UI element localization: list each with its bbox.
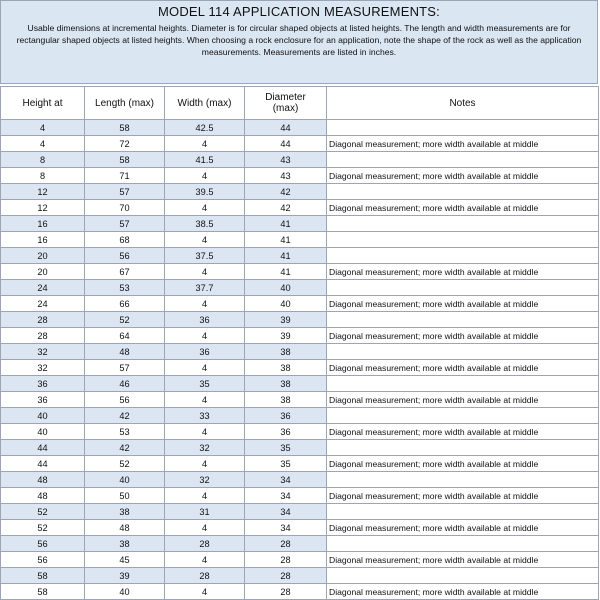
cell-diameter: 41 bbox=[245, 232, 327, 248]
cell-height: 24 bbox=[1, 296, 85, 312]
cell-diameter: 41 bbox=[245, 216, 327, 232]
cell-length: 58 bbox=[85, 120, 165, 136]
cell-width: 28 bbox=[165, 536, 245, 552]
table-row bbox=[1, 200, 599, 216]
cell-diameter: 36 bbox=[245, 408, 327, 424]
cell-notes bbox=[327, 408, 599, 424]
table-row bbox=[1, 360, 599, 376]
cell-diameter: 39 bbox=[245, 328, 327, 344]
cell-length: 38 bbox=[85, 536, 165, 552]
cell-notes bbox=[327, 184, 599, 200]
table-row bbox=[1, 408, 599, 424]
cell-width: 4 bbox=[165, 424, 245, 440]
cell-notes: Diagonal measurement; more width available at middle bbox=[327, 552, 599, 568]
cell-diameter: 34 bbox=[245, 488, 327, 504]
table-row bbox=[1, 456, 599, 472]
cell-height: 48 bbox=[1, 488, 85, 504]
cell-notes bbox=[327, 440, 599, 456]
cell-notes bbox=[327, 248, 599, 264]
cell-diameter: 43 bbox=[245, 152, 327, 168]
cell-height: 56 bbox=[1, 536, 85, 552]
cell-height: 20 bbox=[1, 264, 85, 280]
cell-width: 36 bbox=[165, 312, 245, 328]
cell-diameter: 28 bbox=[245, 536, 327, 552]
cell-length: 53 bbox=[85, 424, 165, 440]
table-row bbox=[1, 312, 599, 328]
cell-height: 4 bbox=[1, 120, 85, 136]
cell-notes: Diagonal measurement; more width available at middle bbox=[327, 424, 599, 440]
table-row bbox=[1, 424, 599, 440]
cell-height: 56 bbox=[1, 552, 85, 568]
cell-length: 58 bbox=[85, 152, 165, 168]
cell-length: 67 bbox=[85, 264, 165, 280]
cell-notes: Diagonal measurement; more width available at middle bbox=[327, 200, 599, 216]
cell-diameter: 34 bbox=[245, 520, 327, 536]
cell-height: 4 bbox=[1, 136, 85, 152]
cell-height: 8 bbox=[1, 168, 85, 184]
cell-notes bbox=[327, 536, 599, 552]
cell-height: 44 bbox=[1, 440, 85, 456]
cell-diameter: 38 bbox=[245, 344, 327, 360]
cell-notes bbox=[327, 312, 599, 328]
cell-length: 53 bbox=[85, 280, 165, 296]
cell-width: 4 bbox=[165, 392, 245, 408]
cell-notes bbox=[327, 216, 599, 232]
cell-notes: Diagonal measurement; more width available at middle bbox=[327, 296, 599, 312]
cell-length: 48 bbox=[85, 520, 165, 536]
cell-diameter: 40 bbox=[245, 296, 327, 312]
cell-diameter: 38 bbox=[245, 392, 327, 408]
cell-length: 50 bbox=[85, 488, 165, 504]
table-row bbox=[1, 328, 599, 344]
cell-height: 52 bbox=[1, 504, 85, 520]
table-row bbox=[1, 520, 599, 536]
cell-width: 4 bbox=[165, 136, 245, 152]
cell-height: 8 bbox=[1, 152, 85, 168]
column-header-diameter: Diameter (max) bbox=[245, 87, 327, 120]
cell-length: 45 bbox=[85, 552, 165, 568]
cell-notes bbox=[327, 232, 599, 248]
cell-diameter: 41 bbox=[245, 264, 327, 280]
cell-width: 4 bbox=[165, 168, 245, 184]
cell-notes: Diagonal measurement; more width available at middle bbox=[327, 392, 599, 408]
cell-notes bbox=[327, 120, 599, 136]
cell-notes: Diagonal measurement; more width available at middle bbox=[327, 488, 599, 504]
measurements-table bbox=[0, 86, 599, 600]
cell-width: 4 bbox=[165, 232, 245, 248]
cell-diameter: 44 bbox=[245, 136, 327, 152]
cell-notes: Diagonal measurement; more width available at middle bbox=[327, 360, 599, 376]
table-row bbox=[1, 584, 599, 600]
cell-diameter: 42 bbox=[245, 184, 327, 200]
cell-diameter: 35 bbox=[245, 456, 327, 472]
cell-length: 64 bbox=[85, 328, 165, 344]
cell-width: 4 bbox=[165, 200, 245, 216]
cell-height: 44 bbox=[1, 456, 85, 472]
column-header-length: Length (max) bbox=[85, 87, 165, 120]
table-row bbox=[1, 264, 599, 280]
page-title: MODEL 114 APPLICATION MEASUREMENTS: bbox=[158, 4, 440, 19]
cell-length: 57 bbox=[85, 184, 165, 200]
cell-width: 42.5 bbox=[165, 120, 245, 136]
table-row bbox=[1, 296, 599, 312]
cell-length: 57 bbox=[85, 360, 165, 376]
cell-height: 40 bbox=[1, 408, 85, 424]
cell-width: 39.5 bbox=[165, 184, 245, 200]
cell-diameter: 28 bbox=[245, 584, 327, 600]
table-row bbox=[1, 216, 599, 232]
cell-diameter: 36 bbox=[245, 424, 327, 440]
cell-diameter: 43 bbox=[245, 168, 327, 184]
cell-length: 40 bbox=[85, 472, 165, 488]
cell-height: 36 bbox=[1, 392, 85, 408]
cell-height: 52 bbox=[1, 520, 85, 536]
cell-length: 56 bbox=[85, 392, 165, 408]
cell-diameter: 42 bbox=[245, 200, 327, 216]
table-row bbox=[1, 344, 599, 360]
cell-width: 4 bbox=[165, 520, 245, 536]
cell-height: 58 bbox=[1, 584, 85, 600]
cell-diameter: 40 bbox=[245, 280, 327, 296]
cell-diameter: 41 bbox=[245, 248, 327, 264]
cell-height: 28 bbox=[1, 312, 85, 328]
table-row bbox=[1, 184, 599, 200]
cell-width: 28 bbox=[165, 568, 245, 584]
table-row bbox=[1, 376, 599, 392]
cell-width: 4 bbox=[165, 296, 245, 312]
cell-width: 32 bbox=[165, 472, 245, 488]
cell-length: 68 bbox=[85, 232, 165, 248]
cell-diameter: 39 bbox=[245, 312, 327, 328]
cell-length: 66 bbox=[85, 296, 165, 312]
cell-height: 32 bbox=[1, 344, 85, 360]
table-row bbox=[1, 248, 599, 264]
cell-height: 28 bbox=[1, 328, 85, 344]
table-row bbox=[1, 136, 599, 152]
table-row bbox=[1, 536, 599, 552]
cell-length: 48 bbox=[85, 344, 165, 360]
table-row bbox=[1, 488, 599, 504]
cell-width: 4 bbox=[165, 360, 245, 376]
cell-length: 38 bbox=[85, 504, 165, 520]
header-description: Usable dimensions at incremental heights. Diameter is for circular shaped objects at listed heights. The length and width measurements are for rectangular shaped objects at listed heights. When choosing a rock enclosure for an application, note the shape of the rock as well as the application measurements. Measurements are listed in inches. bbox=[16, 23, 582, 57]
cell-notes bbox=[327, 152, 599, 168]
cell-height: 40 bbox=[1, 424, 85, 440]
cell-length: 57 bbox=[85, 216, 165, 232]
cell-length: 40 bbox=[85, 584, 165, 600]
cell-height: 24 bbox=[1, 280, 85, 296]
cell-diameter: 34 bbox=[245, 472, 327, 488]
cell-diameter: 28 bbox=[245, 568, 327, 584]
column-header-width: Width (max) bbox=[165, 87, 245, 120]
cell-notes: Diagonal measurement; more width available at middle bbox=[327, 520, 599, 536]
cell-length: 71 bbox=[85, 168, 165, 184]
cell-notes bbox=[327, 376, 599, 392]
cell-length: 42 bbox=[85, 440, 165, 456]
cell-height: 16 bbox=[1, 216, 85, 232]
cell-width: 4 bbox=[165, 264, 245, 280]
cell-width: 38.5 bbox=[165, 216, 245, 232]
cell-length: 52 bbox=[85, 456, 165, 472]
cell-width: 4 bbox=[165, 328, 245, 344]
cell-height: 58 bbox=[1, 568, 85, 584]
cell-notes bbox=[327, 280, 599, 296]
table-row bbox=[1, 232, 599, 248]
cell-height: 16 bbox=[1, 232, 85, 248]
cell-height: 48 bbox=[1, 472, 85, 488]
cell-length: 46 bbox=[85, 376, 165, 392]
cell-notes: Diagonal measurement; more width available at middle bbox=[327, 264, 599, 280]
table-row bbox=[1, 568, 599, 584]
table-row bbox=[1, 504, 599, 520]
column-header-height: Height at bbox=[1, 87, 85, 120]
cell-length: 52 bbox=[85, 312, 165, 328]
cell-notes: Diagonal measurement; more width available at middle bbox=[327, 328, 599, 344]
cell-width: 4 bbox=[165, 488, 245, 504]
cell-notes bbox=[327, 344, 599, 360]
cell-height: 12 bbox=[1, 200, 85, 216]
table-header-row bbox=[1, 87, 599, 120]
cell-width: 36 bbox=[165, 344, 245, 360]
cell-width: 35 bbox=[165, 376, 245, 392]
cell-length: 39 bbox=[85, 568, 165, 584]
cell-height: 20 bbox=[1, 248, 85, 264]
cell-diameter: 28 bbox=[245, 552, 327, 568]
cell-width: 41.5 bbox=[165, 152, 245, 168]
cell-height: 36 bbox=[1, 376, 85, 392]
table-row bbox=[1, 440, 599, 456]
cell-notes bbox=[327, 568, 599, 584]
cell-notes: Diagonal measurement; more width available at middle bbox=[327, 456, 599, 472]
cell-width: 4 bbox=[165, 584, 245, 600]
cell-notes: Diagonal measurement; more width available at middle bbox=[327, 584, 599, 600]
table-body bbox=[1, 120, 599, 600]
cell-length: 56 bbox=[85, 248, 165, 264]
cell-diameter: 34 bbox=[245, 504, 327, 520]
cell-width: 4 bbox=[165, 456, 245, 472]
table-row bbox=[1, 552, 599, 568]
table-row bbox=[1, 120, 599, 136]
cell-diameter: 35 bbox=[245, 440, 327, 456]
cell-length: 70 bbox=[85, 200, 165, 216]
cell-length: 42 bbox=[85, 408, 165, 424]
cell-diameter: 38 bbox=[245, 360, 327, 376]
header-panel bbox=[0, 0, 598, 84]
cell-height: 32 bbox=[1, 360, 85, 376]
cell-notes bbox=[327, 472, 599, 488]
cell-diameter: 44 bbox=[245, 120, 327, 136]
cell-notes: Diagonal measurement; more width available at middle bbox=[327, 136, 599, 152]
cell-height: 12 bbox=[1, 184, 85, 200]
cell-diameter: 38 bbox=[245, 376, 327, 392]
table-row bbox=[1, 168, 599, 184]
cell-width: 4 bbox=[165, 552, 245, 568]
table-row bbox=[1, 280, 599, 296]
cell-width: 31 bbox=[165, 504, 245, 520]
cell-width: 37.5 bbox=[165, 248, 245, 264]
cell-width: 37.7 bbox=[165, 280, 245, 296]
table-row bbox=[1, 392, 599, 408]
cell-notes bbox=[327, 504, 599, 520]
table-row bbox=[1, 472, 599, 488]
table-row bbox=[1, 152, 599, 168]
cell-width: 33 bbox=[165, 408, 245, 424]
cell-width: 32 bbox=[165, 440, 245, 456]
column-header-notes: Notes bbox=[327, 87, 599, 120]
cell-notes: Diagonal measurement; more width available at middle bbox=[327, 168, 599, 184]
cell-length: 72 bbox=[85, 136, 165, 152]
